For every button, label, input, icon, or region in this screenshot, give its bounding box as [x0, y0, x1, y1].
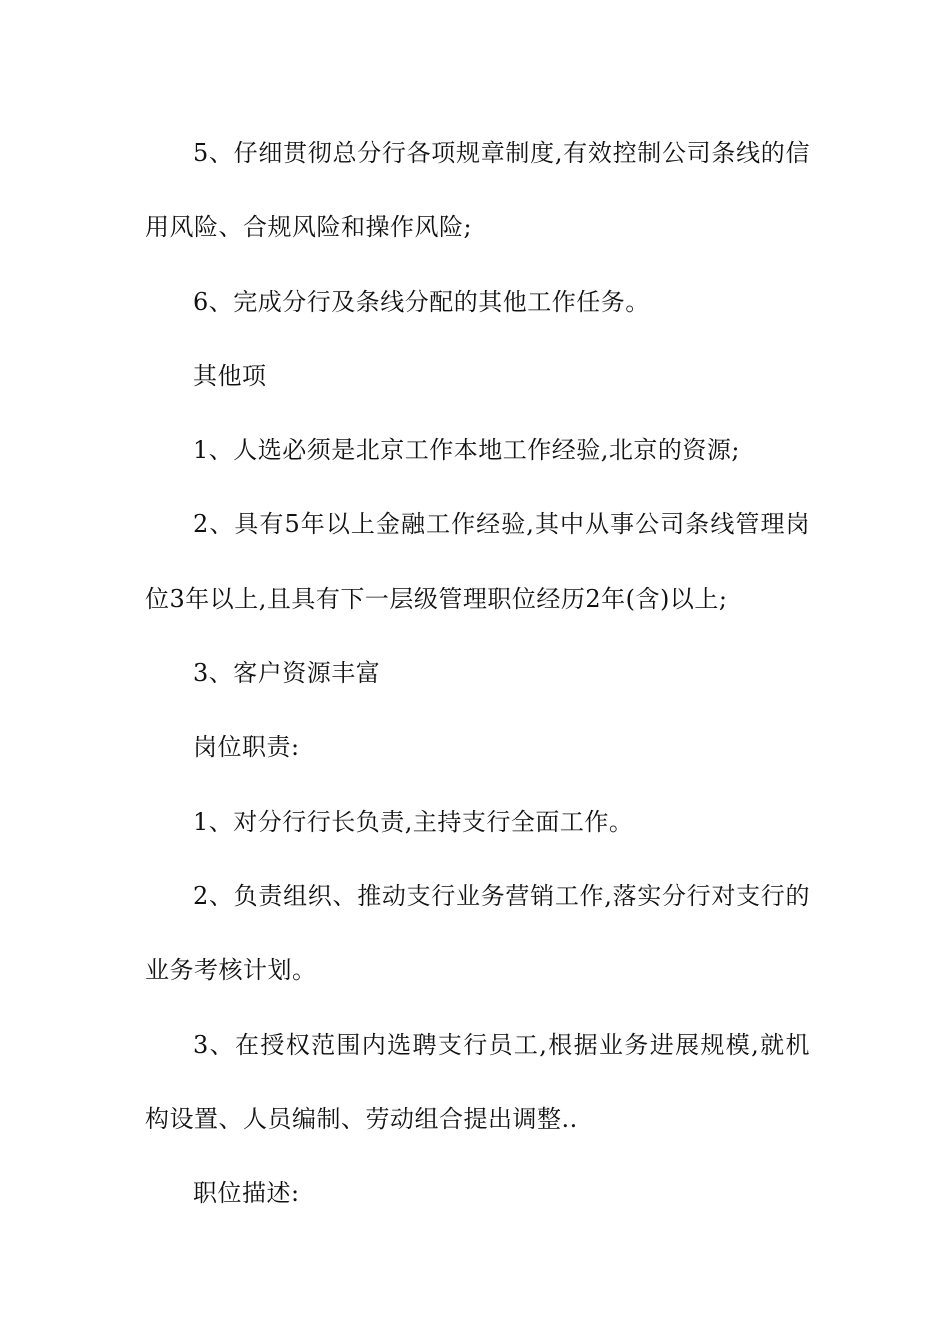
paragraph-other-2: 2、具有5年以上金融工作经验,其中从事公司条线管理岗位3年以上,且具有下一层级管理职位经历2年(含)以上; — [145, 510, 810, 613]
section-heading-other: 其他项 — [193, 361, 267, 390]
document-body — [145, 116, 810, 1230]
paragraph-other-3: 3、客户资源丰富 — [193, 659, 381, 688]
section-heading-job-description: 职位描述: — [193, 1179, 300, 1208]
paragraph-other-1: 1、人选必须是北京工作本地工作经验,北京的资源; — [193, 436, 740, 465]
paragraph-duty-5: 5、仔细贯彻总分行各项规章制度,有效控制公司条线的信用风险、合规风险和操作风险; — [145, 139, 810, 242]
paragraph-responsibility-3: 3、在授权范围内选聘支行员工,根据业务进展规模,就机构设置、人员编制、劳动组合提出调整.. — [145, 1030, 810, 1133]
section-heading-responsibilities: 岗位职责: — [193, 733, 300, 762]
paragraph-duty-6: 6、完成分行及条线分配的其他工作任务。 — [193, 287, 650, 316]
paragraph-responsibility-1: 1、对分行行长负责,主持支行全面工作。 — [193, 807, 634, 836]
paragraph-responsibility-2: 2、负责组织、推动支行业务营销工作,落实分行对支行的业务考核计划。 — [145, 881, 810, 985]
